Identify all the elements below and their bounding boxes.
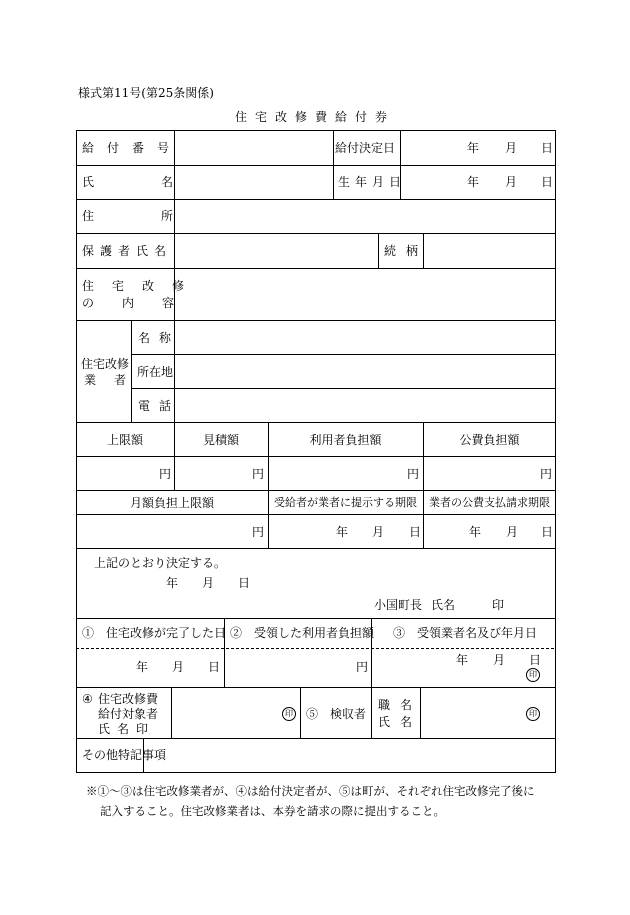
contractor-phone-label: 電話 bbox=[138, 399, 181, 413]
received-burden-label: ② 受領した利用者負担額 bbox=[230, 626, 375, 640]
birth-year: 年 bbox=[467, 175, 480, 189]
birth-month: 月 bbox=[505, 175, 518, 189]
contractor-label-1: 住宅改修 bbox=[81, 357, 130, 371]
decision-day: 日 bbox=[541, 141, 554, 155]
decision-date-label: 給付決定日 bbox=[335, 141, 396, 155]
completion-year: 年 bbox=[136, 660, 149, 674]
birth-date-label: 生年月日 bbox=[338, 175, 407, 189]
inspector-name-label: 氏名 bbox=[378, 715, 423, 729]
receipt-month: 月 bbox=[493, 653, 506, 667]
mayor-name-label: 氏名 bbox=[431, 598, 456, 612]
decision-month: 月 bbox=[505, 141, 518, 155]
contractor-location-label: 所在地 bbox=[137, 365, 174, 379]
relation-label: 続柄 bbox=[384, 244, 429, 258]
decision-year: 年 bbox=[467, 141, 480, 155]
birth-day: 日 bbox=[541, 175, 554, 189]
footnote bbox=[86, 781, 556, 821]
monthly-cap-label: 月額負担上限額 bbox=[129, 496, 214, 510]
decision-month-unit: 月 bbox=[202, 576, 215, 590]
completion-day: 日 bbox=[208, 660, 221, 674]
contractor-label-2: 業者 bbox=[84, 373, 145, 387]
recipient-label-1: 住宅改修費 bbox=[98, 692, 159, 706]
footnote-line-2: 記入すること。住宅改修業者は、本券を請求の際に提出すること。 bbox=[100, 804, 445, 818]
estimate-yen: 円 bbox=[252, 467, 265, 481]
payment-number-label: 給付番号 bbox=[82, 141, 183, 155]
presentation-deadline-label: 受給者が業者に提示する期限 bbox=[274, 496, 417, 509]
recipient-label-3: 氏名印 bbox=[98, 722, 156, 736]
upper-limit-yen: 円 bbox=[159, 467, 172, 481]
recipient-number: ④ bbox=[82, 692, 93, 706]
form-number: 様式第11号(第25条関係) bbox=[78, 86, 214, 100]
recipient-seal-icon: 印 bbox=[282, 707, 296, 721]
page-title: 住宅改修費給付券 bbox=[234, 110, 395, 124]
completion-date-label: ① 住宅改修が完了した日 bbox=[82, 626, 227, 640]
contractor-seal-icon: 印 bbox=[526, 668, 540, 682]
mayor-label: 小国町長 bbox=[374, 598, 423, 612]
guardian-label: 保護者氏名 bbox=[82, 244, 173, 258]
decision-year: 年 bbox=[166, 576, 179, 590]
recipient-label-2: 給付対象者 bbox=[98, 707, 159, 721]
claim-day: 日 bbox=[541, 525, 554, 539]
presentation-year: 年 bbox=[336, 525, 349, 539]
claim-year: 年 bbox=[469, 525, 482, 539]
inspector-label: ⑤ 検収者 bbox=[306, 707, 367, 721]
claim-month: 月 bbox=[506, 525, 519, 539]
contractor-name-label: 名称 bbox=[138, 331, 181, 345]
monthly-cap-yen: 円 bbox=[252, 525, 265, 539]
renovation-label-2: の内容 bbox=[82, 296, 203, 310]
receipt-year: 年 bbox=[456, 653, 469, 667]
address-label: 住所 bbox=[82, 209, 241, 223]
decision-day-unit: 日 bbox=[238, 576, 251, 590]
decision-text: 上記のとおり決定する。 bbox=[94, 556, 227, 570]
user-burden-label: 利用者負担額 bbox=[309, 433, 382, 447]
renovation-label-1: 住宅改修 bbox=[82, 279, 203, 293]
public-burden-label: 公費負担額 bbox=[459, 433, 520, 447]
footnote-line-1: ※①～③は住宅改修業者が、④は給付決定者が、⑤は町が、それぞれ住宅改修完了後に bbox=[86, 784, 535, 798]
mayor-seal-label: 印 bbox=[492, 598, 505, 612]
public-burden-yen: 円 bbox=[540, 467, 553, 481]
presentation-month: 月 bbox=[372, 525, 385, 539]
estimate-label: 見積額 bbox=[202, 433, 239, 447]
inspector-title-label: 職名 bbox=[378, 698, 423, 712]
user-burden-yen: 円 bbox=[407, 467, 420, 481]
name-label: 氏名 bbox=[82, 175, 241, 189]
other-notes-label: その他特記事項 bbox=[82, 748, 167, 762]
receiving-contractor-label: ③ 受領業者名及び年月日 bbox=[393, 626, 538, 640]
upper-limit-label: 上限額 bbox=[106, 433, 143, 447]
completion-month: 月 bbox=[172, 660, 185, 674]
receipt-day: 日 bbox=[529, 653, 542, 667]
presentation-day: 日 bbox=[409, 525, 422, 539]
received-burden-yen: 円 bbox=[356, 660, 369, 674]
inspector-seal-icon: 印 bbox=[526, 707, 540, 721]
claim-deadline-label: 業者の公費支払請求期限 bbox=[429, 496, 550, 509]
